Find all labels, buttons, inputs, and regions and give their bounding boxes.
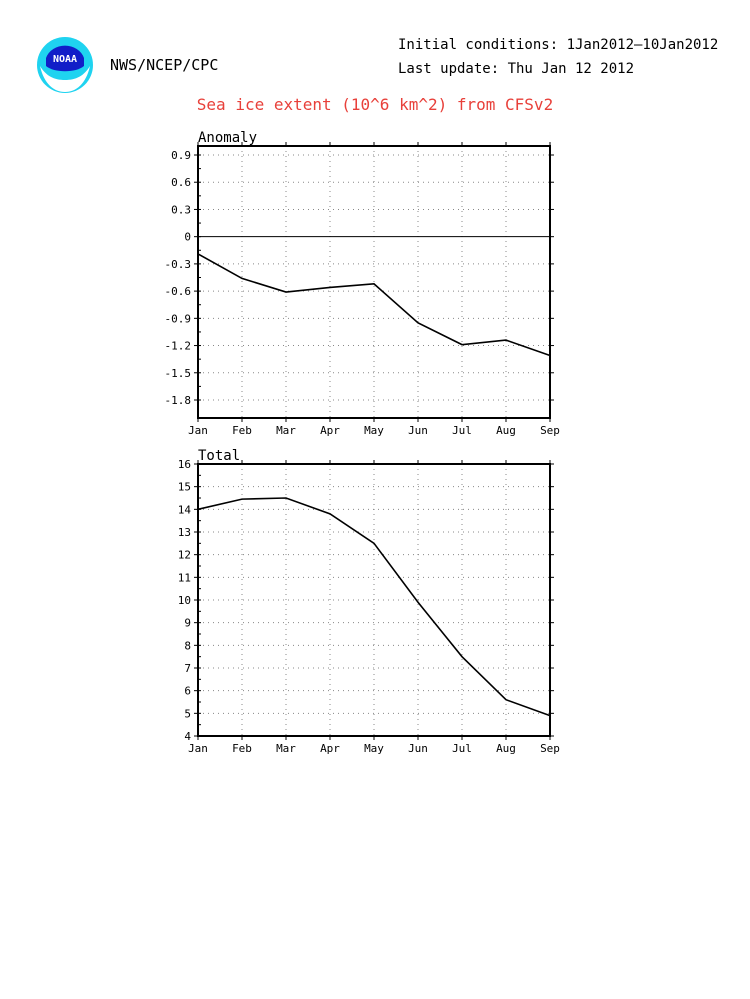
x-tick-label: Mar [276,424,296,437]
y-tick-label: 16 [177,458,191,471]
x-tick-label: Jan [188,742,208,755]
x-tick-label: Feb [232,424,252,437]
y-tick-label: 0.9 [171,149,191,162]
y-tick-label: -1.2 [164,339,191,353]
y-tick-label: 6 [184,684,191,698]
y-tick-label: -0.9 [164,312,191,326]
logo-text: NOAA [52,54,78,65]
x-tick-label: Jul [452,424,472,437]
x-tick-label: Sep [540,424,560,437]
y-tick-label: 7 [184,662,191,675]
y-tick-label: -0.3 [164,257,191,271]
y-tick-label: 5 [184,707,191,721]
y-tick-label: 0.6 [171,176,191,190]
y-tick-label: 15 [177,480,191,494]
series-line [198,254,550,356]
chart-title: Anomaly [198,130,258,146]
series-line [198,498,550,716]
x-tick-label: Apr [320,424,340,437]
initial-conditions: Initial conditions: 1Jan2012–10Jan2012 [398,37,719,53]
y-tick-label: 4 [184,730,191,743]
x-tick-label: Apr [320,742,340,755]
y-tick-label: 8 [184,639,191,653]
y-tick-label: 12 [177,548,191,562]
x-tick-label: Jan [188,424,208,437]
page-title: Sea ice extent (10^6 km^2) from CFSv2 [196,95,554,114]
x-tick-label: Jul [452,742,472,755]
last-update: Last update: Thu Jan 12 2012 [398,61,635,77]
x-tick-label: May [364,742,384,755]
y-tick-label: -0.6 [164,285,191,299]
x-tick-label: Jun [408,424,428,437]
agency-label: NWS/NCEP/CPC [110,56,219,74]
x-tick-label: Jun [408,742,428,755]
y-tick-label: 14 [177,503,191,517]
y-tick-label: -1.5 [164,366,191,380]
chart-title: Total [198,448,241,464]
y-tick-label: -1.8 [164,394,191,407]
y-tick-label: 11 [177,571,191,585]
y-tick-label: 10 [177,594,191,607]
x-tick-label: Sep [540,742,560,755]
x-tick-label: Feb [232,742,252,755]
y-tick-label: 9 [184,616,191,630]
x-tick-label: May [364,424,384,437]
x-tick-label: Mar [276,742,296,755]
x-tick-label: Aug [496,424,516,437]
y-tick-label: 13 [177,526,191,539]
x-tick-label: Aug [496,742,516,755]
y-tick-label: 0.3 [171,203,191,217]
y-tick-label: 0 [184,230,191,244]
